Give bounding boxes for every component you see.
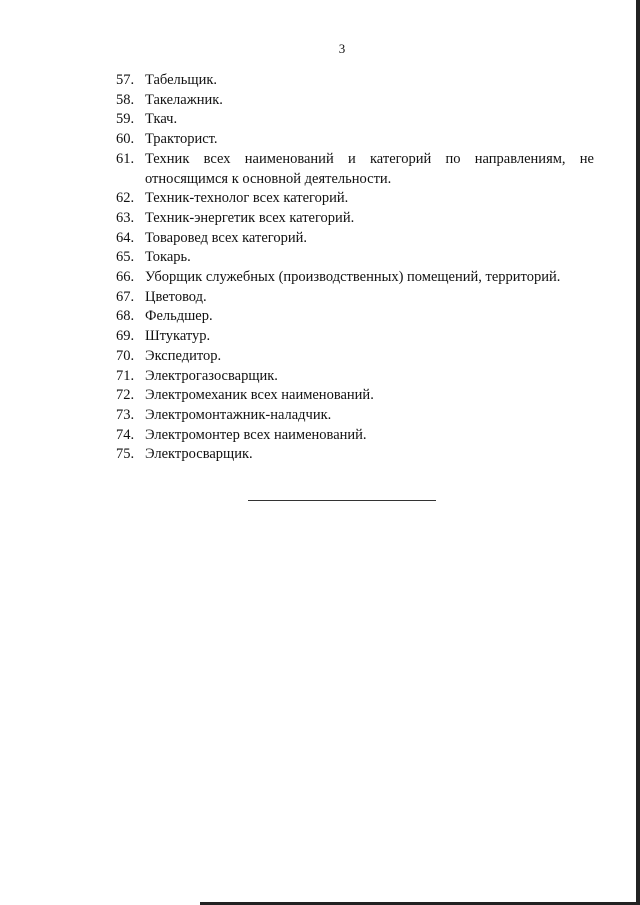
list-item-text: Ткач. — [145, 111, 178, 128]
list-item-number: 73. — [116, 406, 135, 423]
list-item — [116, 386, 594, 406]
list-item — [116, 268, 594, 288]
list-item — [116, 288, 594, 308]
list-item — [116, 150, 594, 189]
end-separator-line — [248, 500, 436, 501]
list-item-number: 74. — [116, 426, 135, 443]
list-item-number: 71. — [116, 367, 135, 384]
list-item-number: 67. — [116, 288, 135, 305]
list-item-number: 66. — [116, 269, 135, 286]
list-item — [116, 130, 594, 150]
list-item — [116, 406, 594, 426]
list-item-text: Табельщик. — [145, 72, 217, 88]
list-item-text: Техник всех наименований и категорий по направлениям, не относящимся к основной деятельности. — [145, 150, 594, 187]
list-item-text: Штукатур. — [145, 328, 211, 345]
scan-edge-right — [636, 0, 640, 905]
list-item-text: Экспедитор. — [145, 347, 222, 364]
list-item — [116, 209, 594, 229]
list-item — [116, 347, 594, 367]
list-item-number: 70. — [116, 347, 135, 364]
list-item-number: 72. — [116, 387, 135, 404]
list-item-number: 69. — [116, 328, 135, 345]
list-item-number: 61. — [116, 150, 135, 167]
list-item-text: Товаровед всех категорий. — [145, 229, 307, 246]
list-item-number: 68. — [116, 308, 135, 325]
list-item-text: Цветовод. — [145, 288, 207, 305]
list-item-text: Тракторист. — [145, 131, 218, 148]
list-item — [116, 445, 594, 465]
list-item — [116, 110, 594, 130]
list-item-number: 57. — [116, 72, 135, 88]
list-item-text: Фельдшер. — [145, 308, 213, 325]
list-item — [116, 189, 594, 209]
list-item — [116, 307, 594, 327]
list-item — [116, 248, 594, 268]
list-item — [116, 91, 594, 111]
list-item-number: 65. — [116, 249, 135, 266]
list-item — [116, 71, 594, 91]
list-item-text: Электромонтер всех наименований. — [145, 426, 367, 443]
list-item-number: 62. — [116, 190, 135, 207]
list-item-text: Техник-технолог всех категорий. — [145, 190, 349, 207]
list-item — [116, 367, 594, 387]
occupation-list — [116, 71, 594, 465]
list-item-number: 63. — [116, 209, 135, 226]
list-item-text: Электромонтажник-наладчик. — [145, 406, 332, 423]
list-item — [116, 229, 594, 249]
list-item-text: Токарь. — [145, 249, 191, 266]
list-item-number: 58. — [116, 91, 135, 108]
list-item-number: 60. — [116, 131, 135, 148]
list-item-text: Электросварщик. — [145, 446, 253, 463]
list-item-text: Уборщик служебных (производственных) помещений, территорий. — [145, 269, 561, 286]
list-item-text: Электрогазосварщик. — [145, 367, 278, 384]
list-item-number: 75. — [116, 446, 135, 463]
list-item-text: Электромеханик всех наименований. — [145, 387, 374, 404]
list-item — [116, 426, 594, 446]
page-number: 3 — [338, 41, 346, 56]
list-item — [116, 327, 594, 347]
list-item-text: Такелажник. — [145, 91, 223, 108]
list-item-number: 59. — [116, 111, 135, 128]
list-item-number: 64. — [116, 229, 135, 246]
list-item-text: Техник-энергетик всех категорий. — [145, 209, 355, 226]
